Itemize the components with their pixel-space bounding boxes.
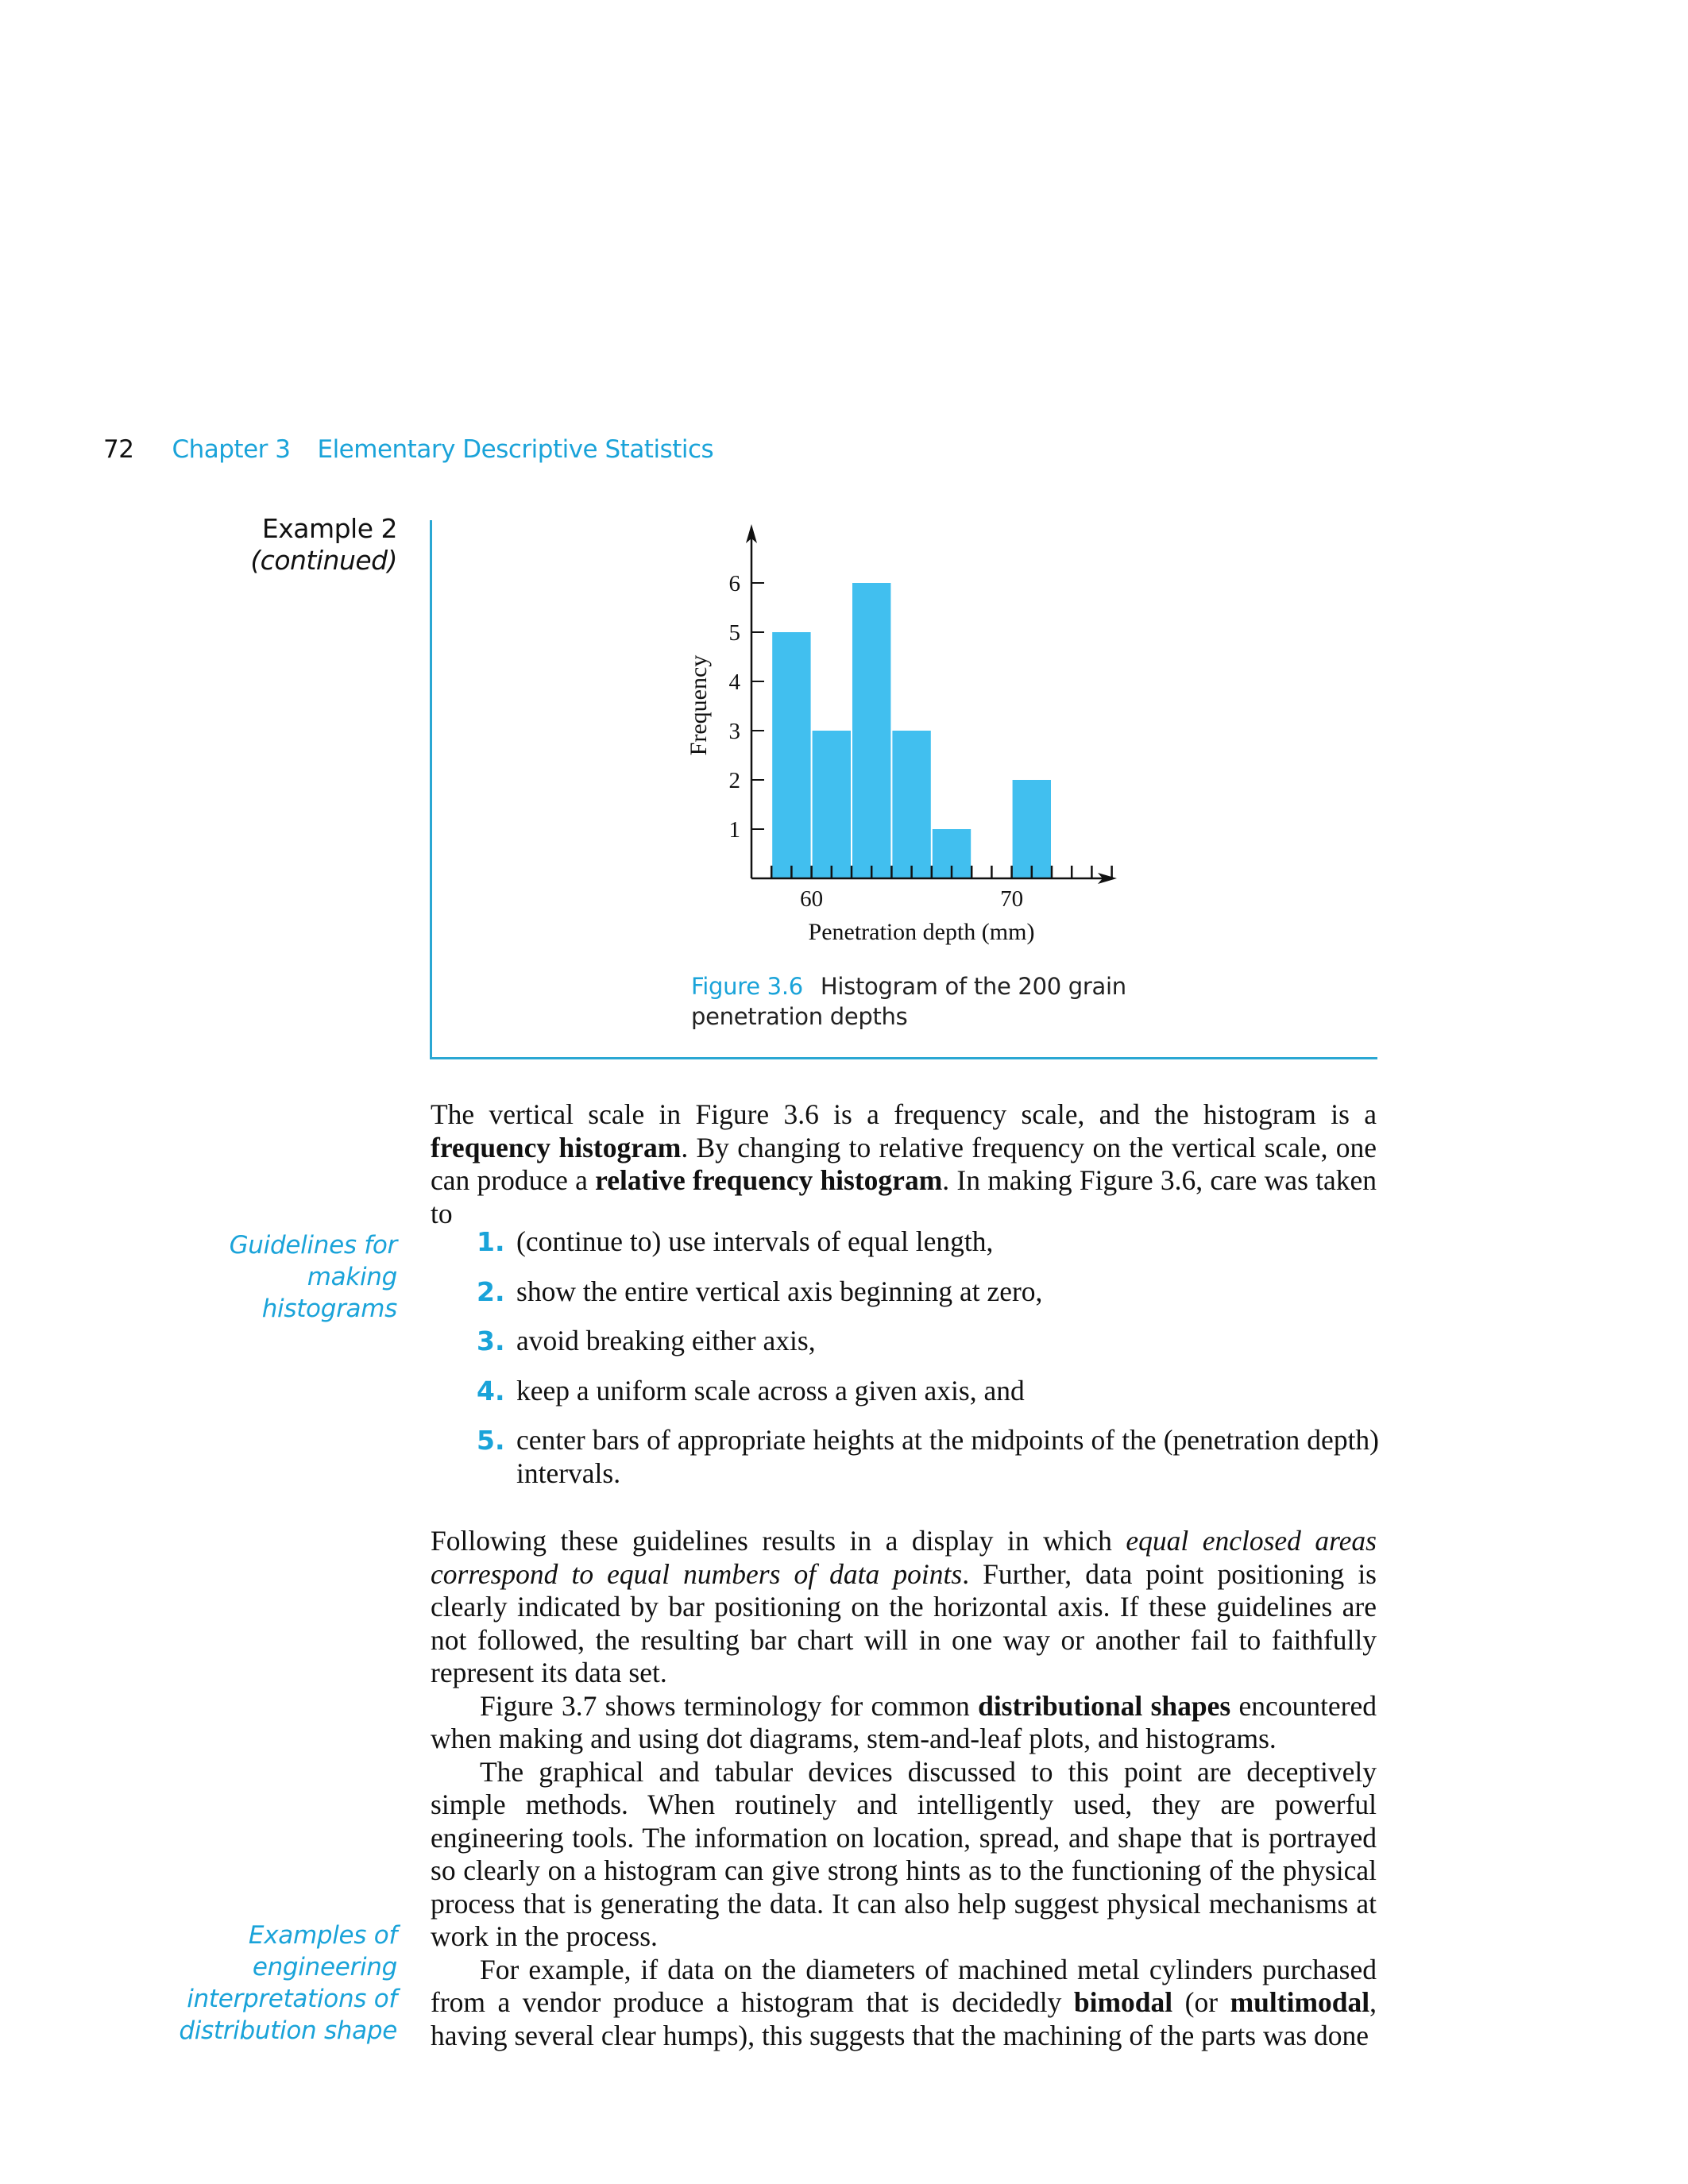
y-tick-label: 3 xyxy=(728,719,740,744)
emphasis: equal enclosed areas correspond to equal numbers of data points xyxy=(431,1525,1377,1590)
text: . By changing to relative frequency on the vertical scale, one can produce a xyxy=(431,1131,1377,1196)
list-text: keep a uniform scale across a given axis, and xyxy=(516,1374,1025,1406)
y-ticks xyxy=(729,571,765,843)
margin-note-line: engineering xyxy=(252,1953,397,1981)
example-continued: (continued) xyxy=(250,545,397,576)
figure-caption xyxy=(691,971,1136,1032)
chapter-title: Elementary Descriptive Statistics xyxy=(317,435,714,464)
list-item xyxy=(473,1325,1379,1358)
guidelines-list xyxy=(473,1225,1379,1507)
paragraph-frequency-histogram xyxy=(431,1098,1377,1230)
text: Figure 3.7 shows terminology for common xyxy=(480,1689,979,1722)
body-paragraphs xyxy=(431,1525,1377,2052)
paragraph-graphical-devices xyxy=(431,1756,1377,1954)
paragraph-bimodal-example xyxy=(431,1954,1377,2053)
page-number: 72 xyxy=(103,435,134,464)
histogram-bar xyxy=(852,583,890,878)
list-number: 2. xyxy=(477,1275,505,1307)
list-text: center bars of appropriate heights at the midpoints of the (penetration depth) intervals. xyxy=(516,1424,1379,1489)
paragraph-distributional-shapes xyxy=(431,1690,1377,1756)
y-axis-label: Frequency xyxy=(686,654,712,756)
list-item xyxy=(473,1275,1379,1309)
margin-note-examples xyxy=(159,1920,397,2047)
margin-note-line: Guidelines for xyxy=(229,1231,397,1260)
running-head xyxy=(103,435,713,464)
example-label xyxy=(159,513,397,577)
y-tick-label: 5 xyxy=(728,620,740,646)
term-relative-frequency-histogram: relative frequency histogram xyxy=(595,1164,943,1196)
margin-note-line: Examples of xyxy=(248,1921,397,1950)
text: . In making Figure 3.6, care was taken to xyxy=(431,1164,1377,1229)
text: , having several clear humps), this suggests that the machining of the parts was done xyxy=(431,1986,1377,2051)
term-frequency-histogram: frequency histogram xyxy=(431,1131,682,1163)
histogram-bar xyxy=(813,731,851,878)
paragraph-following-guidelines xyxy=(431,1525,1377,1690)
histogram-bar xyxy=(892,731,930,878)
margin-note-line: interpretations of xyxy=(187,1985,397,2013)
term-multimodal: multimodal xyxy=(1230,1986,1370,2018)
x-tick-labels xyxy=(800,886,1023,912)
text: The graphical and tabular devices discussed to this point are deceptively simple methods. When routinely and intelligently used, they are powerful engineering tools. The information on location, spread, and shape that is portrayed so clearly on a histogram can give strong hints as to the functioning of the physical process that is generating the data. It can also help suggest physical mechanisms at work in the process. xyxy=(431,1755,1377,1952)
y-tick-label: 2 xyxy=(728,768,740,793)
histogram-bar xyxy=(772,632,810,878)
figure-caption-text: Histogram of the 200 grain penetration depths xyxy=(691,973,1126,1030)
text: encountered when making and using dot diagrams, stem-and-leaf plots, and histograms. xyxy=(431,1689,1377,1754)
margin-note-line: histograms xyxy=(261,1295,397,1323)
histogram-chart xyxy=(667,508,1144,961)
histogram-bar xyxy=(1013,780,1051,878)
histogram-bars xyxy=(772,583,1051,878)
list-number: 1. xyxy=(477,1226,505,1257)
margin-note-guidelines xyxy=(159,1229,397,1325)
example-rule-horizontal xyxy=(430,1057,1377,1059)
list-number: 5. xyxy=(477,1425,505,1456)
text: (or xyxy=(1172,1986,1230,2018)
text: The vertical scale in Figure 3.6 is a frequency scale, and the histogram is a xyxy=(431,1098,1377,1130)
term-distributional-shapes: distributional shapes xyxy=(978,1689,1231,1722)
text: . Further, data point positioning is clearly indicated by bar positioning on the horizontal axis. If these guidelines are not followed, the resulting bar chart will in one way or another fail to faithfully represent its data set. xyxy=(431,1557,1377,1688)
x-tick-label: 70 xyxy=(1000,886,1024,912)
x-axis-label: Penetration depth (mm) xyxy=(808,919,1035,945)
margin-note-line: distribution shape xyxy=(179,2016,397,2045)
list-item xyxy=(473,1375,1379,1408)
term-bimodal: bimodal xyxy=(1073,1986,1173,2018)
list-text: avoid breaking either axis, xyxy=(516,1325,816,1356)
margin-note-line: making xyxy=(307,1263,397,1291)
y-tick-label: 1 xyxy=(728,817,740,843)
list-text: (continue to) use intervals of equal length, xyxy=(516,1225,994,1257)
list-item xyxy=(473,1225,1379,1259)
list-text: show the entire vertical axis beginning at zero, xyxy=(516,1275,1043,1307)
example-number: Example 2 xyxy=(261,513,397,544)
list-number: 3. xyxy=(477,1325,505,1356)
figure-number: Figure 3.6 xyxy=(691,973,803,1000)
y-tick-label: 4 xyxy=(728,669,740,695)
example-rule-vertical xyxy=(430,520,432,1059)
list-number: 4. xyxy=(477,1375,505,1406)
chapter-label: Chapter 3 xyxy=(172,435,291,464)
x-tick-label: 60 xyxy=(800,886,824,912)
text: Following these guidelines results in a display in which xyxy=(431,1525,1126,1557)
y-tick-label: 6 xyxy=(728,571,740,596)
list-item xyxy=(473,1424,1379,1490)
text: For example, if data on the diameters of machined metal cylinders purchased from a vendor produce a histogram that is decidedly xyxy=(431,1953,1377,2018)
